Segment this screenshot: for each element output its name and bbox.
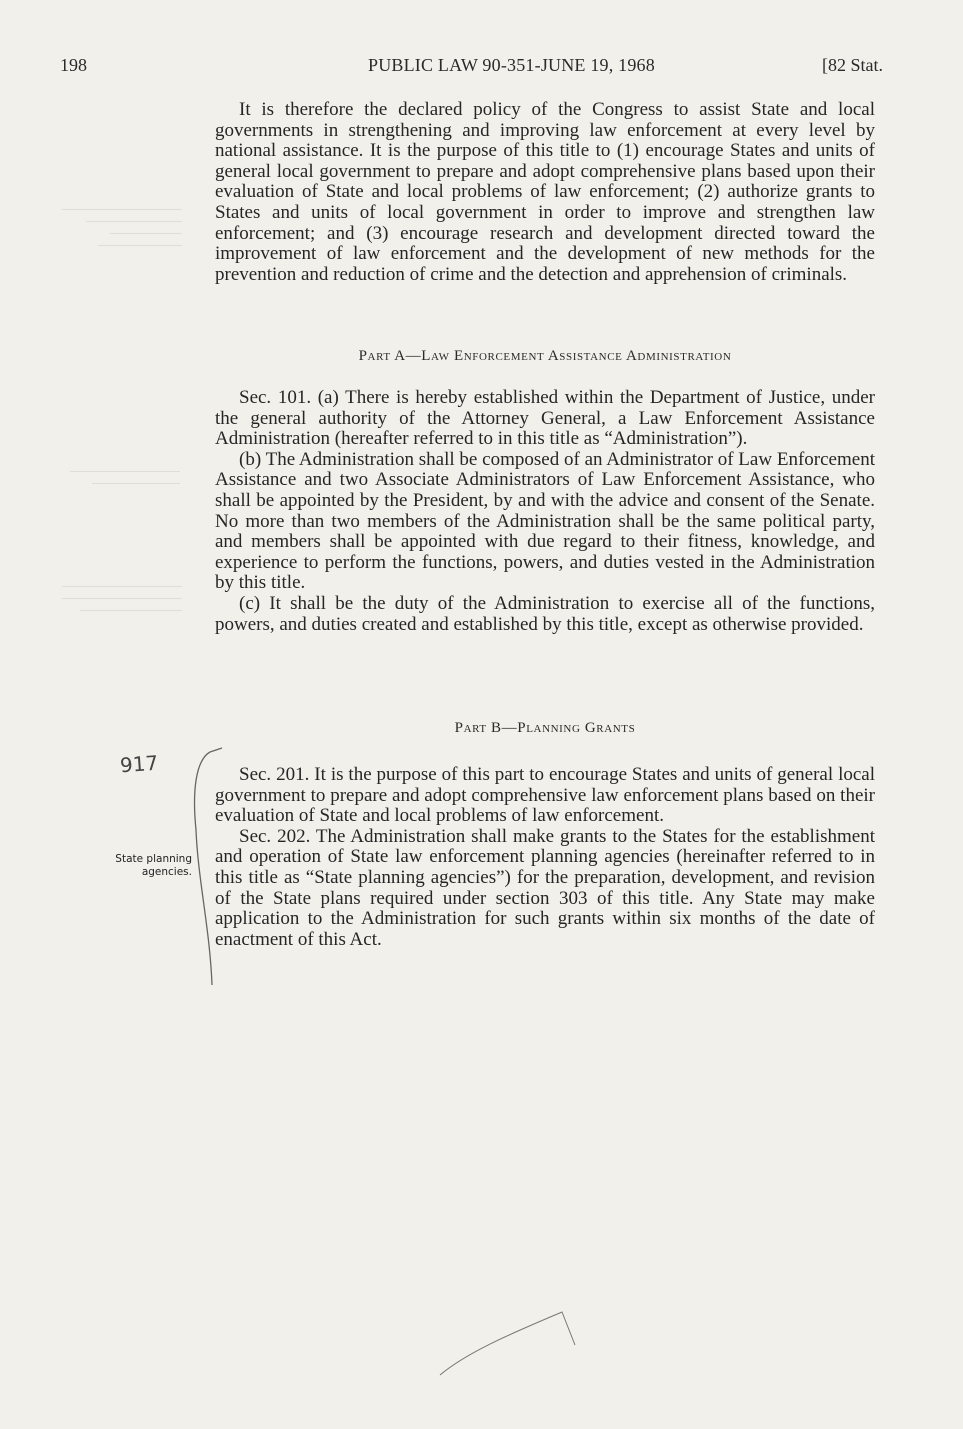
part-b-heading: Part B—Planning Grants (454, 720, 636, 736)
sec-101-a: Sec. 101. (a) There is hereby established within the Department of Justice, under the general authority of the Attorney General, a Law Enforcement Assistance Administration (hereafter referred to in this title as “Administration”). (215, 387, 875, 450)
handwritten-annotation: 917 (119, 750, 159, 778)
page-number: 198 (60, 55, 87, 75)
bracket-mark (195, 752, 212, 985)
running-title: PUBLIC LAW 90-351-JUNE 19, 1968 (368, 55, 655, 75)
arrow-tick (210, 748, 222, 752)
sec-101-b: (b) The Administration shall be composed of an Administrator of Law Enforcement Assistance and two Associate Administrators of Law Enforcement Assistance, who shall be appointed by the President, by and with the advice and consent of the Senate. No more than two members of the Administration shall be the same political party, and members shall be appointed with due regard to their fitness, knowledge, and experience to perform the functions, powers, and duties vested in the Administration by this title. (215, 448, 875, 594)
sec-201: Sec. 201. It is the purpose of this part to encourage States and units of general local government to prepare and adopt comprehensive law enforcement plans based on their evaluation of State and local problems of law enforcement. (215, 764, 875, 827)
margin-note-state-planning: State planning agencies. (115, 853, 192, 878)
sec-101-c: (c) It shall be the duty of the Administration to exercise all of the functions, powers, and duties created and established by this title, except as otherwise provided. (215, 592, 875, 635)
stray-pencil-line (440, 1312, 575, 1375)
statute-reference: [82 Stat. (822, 55, 883, 75)
sec-202: Sec. 202. The Administration shall make grants to the States for the establishment and operation of State law enforcement planning agencies (hereinafter referred to in this title as “State planning agencies”) for the preparation, development, and revision of the State plans required under section 303 of this title. Any State may make application to the Administration for such grants within six months of the date of enactment of this Act. (215, 825, 875, 950)
policy-paragraph: It is therefore the declared policy of the Congress to assist State and local governments in strengthening and improving law enforcement at every level by national assistance. It is the purpose of this title to (1) encourage States and units of general local government to prepare and adopt comprehensive plans based upon their evaluation of State and local problems of law enforcement; (2) authorize grants to States and units of local government in order to improve and strengthen law enforcement; and (3) encourage research and development directed toward the improvement of law enforcement and the development of new methods for the prevention and reduction of crime and the detection and apprehension of criminals. (215, 99, 875, 285)
part-a-heading: Part A—Law Enforcement Assistance Administration (358, 348, 732, 364)
